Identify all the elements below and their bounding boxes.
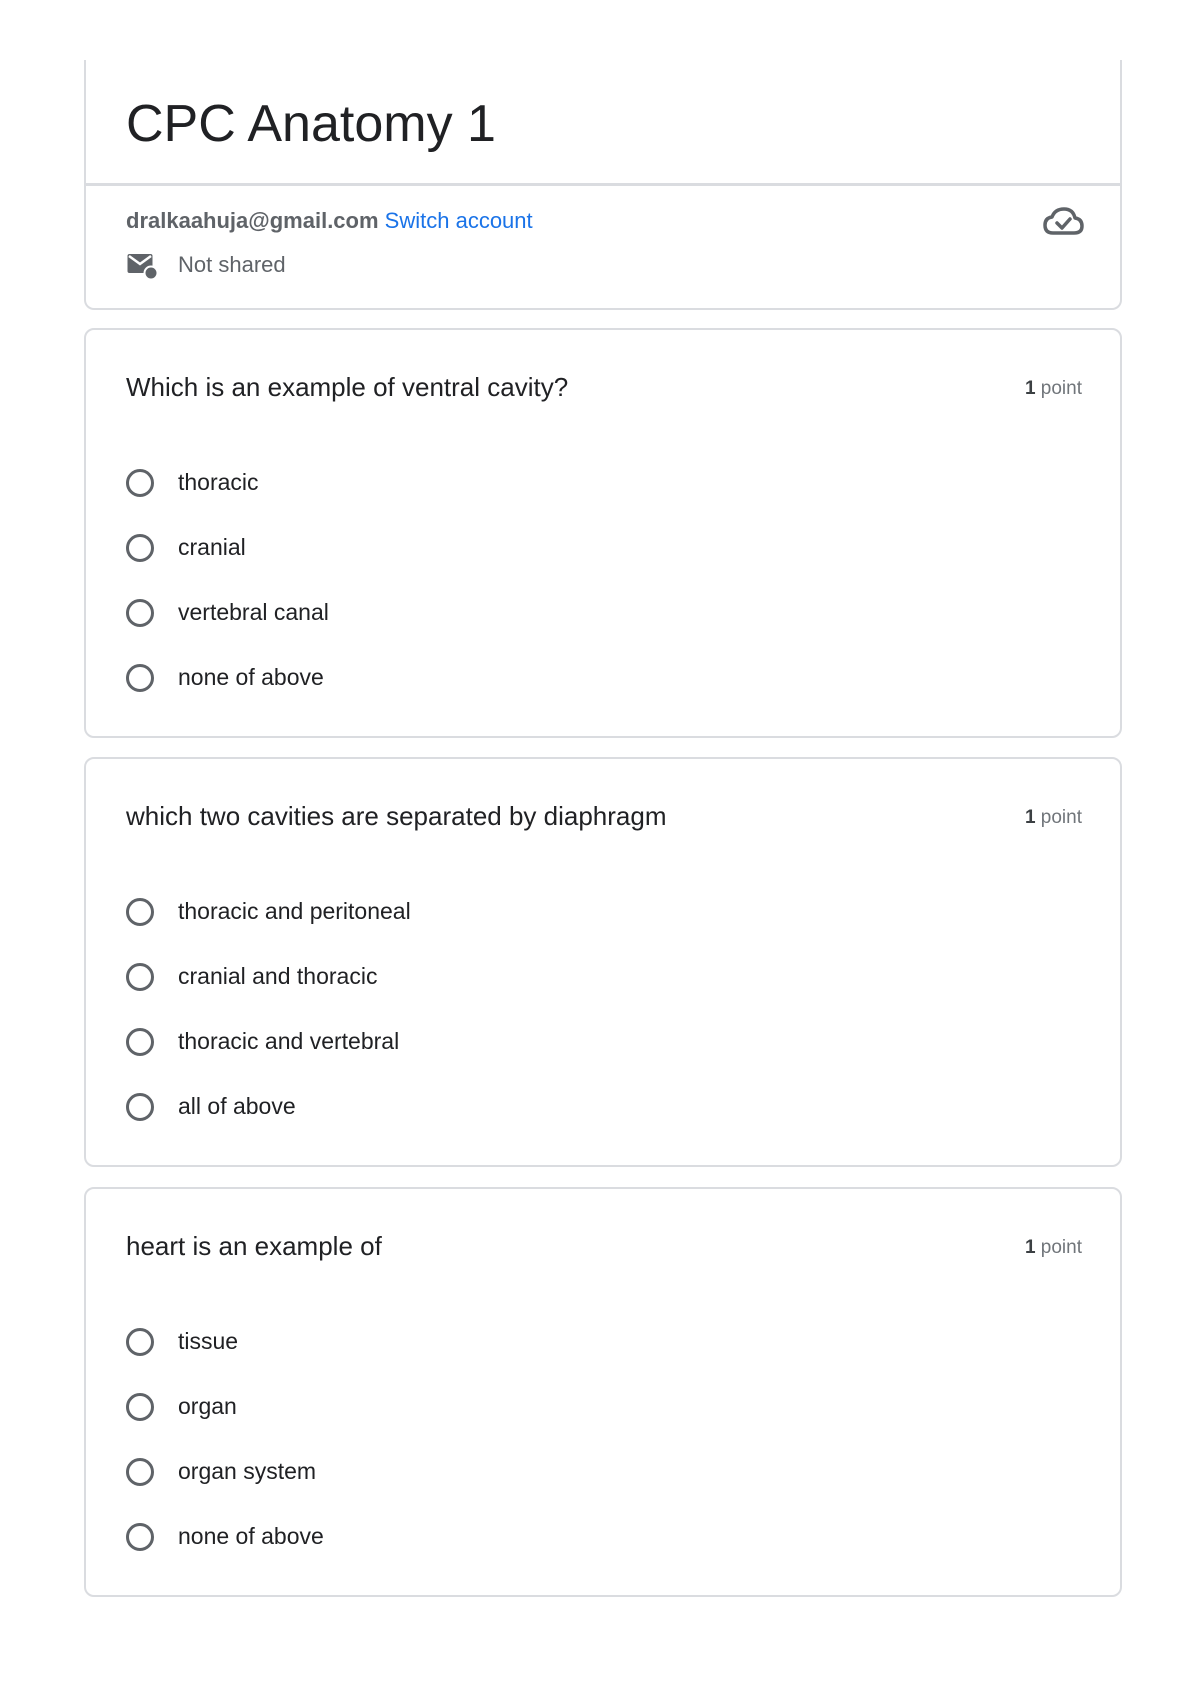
radio-option[interactable] bbox=[126, 1504, 324, 1569]
points-unit: point bbox=[1040, 807, 1082, 828]
radio-option[interactable] bbox=[126, 515, 329, 580]
radio-option[interactable] bbox=[126, 1074, 411, 1139]
points-unit: point bbox=[1040, 1237, 1082, 1258]
radio-option[interactable] bbox=[126, 1439, 324, 1504]
question-text: Which is an example of ventral cavity? bbox=[126, 372, 569, 402]
radio-button-icon[interactable] bbox=[126, 898, 154, 926]
radio-button-icon[interactable] bbox=[126, 963, 154, 991]
form-title: CPC Anatomy 1 bbox=[126, 95, 496, 153]
radio-button-icon[interactable] bbox=[126, 1523, 154, 1551]
account-email: dralkaahuja@gmail.com bbox=[126, 208, 379, 233]
radio-button-icon[interactable] bbox=[126, 1328, 154, 1356]
question-text: which two cavities are separated by diaphragm bbox=[126, 801, 667, 831]
radio-option[interactable] bbox=[126, 1009, 411, 1074]
option-label: cranial bbox=[178, 534, 246, 560]
option-label: organ system bbox=[178, 1458, 317, 1484]
radio-option[interactable] bbox=[126, 1309, 324, 1374]
option-label: tissue bbox=[178, 1328, 239, 1354]
switch-account-link[interactable]: Switch account bbox=[384, 208, 533, 233]
question-card bbox=[84, 757, 1122, 1167]
option-label: thoracic and vertebral bbox=[178, 1028, 400, 1054]
radio-button-icon[interactable] bbox=[126, 1458, 154, 1486]
share-status bbox=[126, 250, 286, 280]
option-label: cranial and thoracic bbox=[178, 963, 378, 989]
options-list bbox=[126, 450, 329, 710]
radio-button-icon[interactable] bbox=[126, 534, 154, 562]
account-line bbox=[126, 206, 533, 236]
option-label: thoracic bbox=[178, 469, 259, 495]
radio-option[interactable] bbox=[126, 645, 329, 710]
points-badge bbox=[1025, 376, 1082, 402]
question-card bbox=[84, 328, 1122, 738]
option-label: none of above bbox=[178, 1523, 324, 1549]
points-unit: point bbox=[1040, 378, 1082, 399]
option-label: organ bbox=[178, 1393, 237, 1419]
radio-button-icon[interactable] bbox=[126, 1393, 154, 1421]
radio-button-icon[interactable] bbox=[126, 469, 154, 497]
radio-button-icon[interactable] bbox=[126, 1093, 154, 1121]
points-badge bbox=[1025, 805, 1082, 831]
radio-option[interactable] bbox=[126, 879, 411, 944]
share-status-label: Not shared bbox=[178, 252, 286, 277]
option-label: none of above bbox=[178, 664, 324, 690]
points-badge bbox=[1025, 1235, 1082, 1261]
radio-option[interactable] bbox=[126, 580, 329, 645]
option-label: thoracic and peritoneal bbox=[178, 898, 411, 924]
points-value: 1 bbox=[1024, 378, 1036, 399]
radio-button-icon[interactable] bbox=[126, 1028, 154, 1056]
cloud-saved-icon bbox=[1042, 204, 1084, 238]
mail-lock-icon bbox=[126, 251, 158, 279]
form-header-card bbox=[84, 60, 1122, 310]
radio-button-icon[interactable] bbox=[126, 664, 154, 692]
question-card bbox=[84, 1187, 1122, 1597]
radio-option[interactable] bbox=[126, 450, 329, 515]
options-list bbox=[126, 879, 411, 1139]
radio-option[interactable] bbox=[126, 1374, 324, 1439]
option-label: vertebral canal bbox=[178, 599, 329, 625]
points-value: 1 bbox=[1024, 1237, 1036, 1258]
radio-option[interactable] bbox=[126, 944, 411, 1009]
question-text: heart is an example of bbox=[126, 1231, 382, 1261]
option-label: all of above bbox=[178, 1093, 296, 1119]
header-divider bbox=[86, 183, 1120, 186]
points-value: 1 bbox=[1024, 807, 1036, 828]
options-list bbox=[126, 1309, 324, 1569]
radio-button-icon[interactable] bbox=[126, 599, 154, 627]
